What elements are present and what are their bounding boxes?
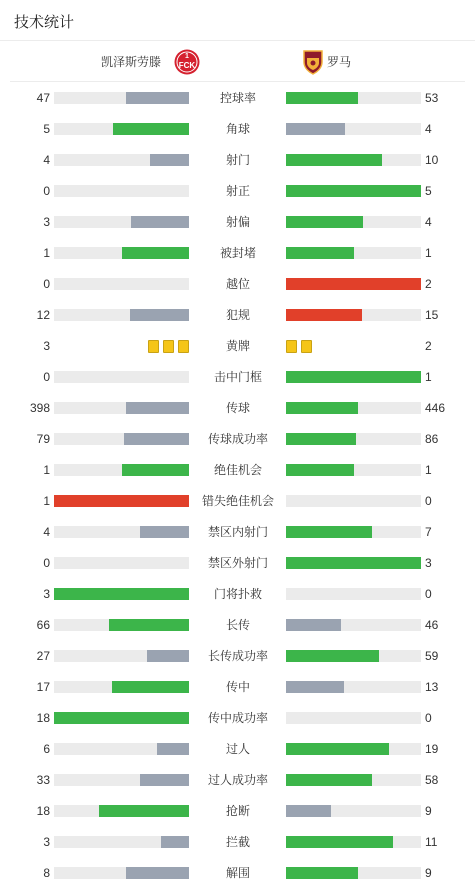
away-stat-bar — [286, 278, 421, 290]
stat-label: 过人 — [225, 742, 250, 756]
home-stat-bar-fill — [126, 867, 189, 879]
stat-label: 门将扑救 — [213, 587, 262, 601]
away-stat-value: 1 — [425, 370, 432, 384]
away-stat-bar-fill — [286, 464, 354, 476]
stat-label: 传球成功率 — [207, 432, 268, 446]
away-stat-bar — [286, 774, 421, 786]
away-stat-value: 15 — [425, 308, 439, 322]
away-stat-value: 4 — [425, 215, 432, 229]
away-yellow-cards — [286, 340, 312, 353]
stat-label: 射门 — [225, 153, 250, 167]
away-stat-value: 13 — [425, 680, 439, 694]
away-stat-value: 9 — [425, 804, 432, 818]
stat-row — [0, 393, 475, 424]
home-stat-value: 3 — [43, 587, 50, 601]
home-stat-value: 33 — [36, 773, 50, 787]
stat-label: 禁区外射门 — [207, 556, 268, 570]
home-stat-bar — [54, 836, 189, 848]
home-stat-value: 0 — [43, 556, 50, 570]
svg-text:1: 1 — [185, 53, 189, 60]
home-stat-bar-fill — [112, 681, 189, 693]
stat-label: 控球率 — [219, 91, 256, 105]
away-stat-value: 2 — [425, 277, 432, 291]
stat-label: 传中成功率 — [207, 711, 268, 725]
home-stat-bar — [54, 278, 189, 290]
away-stat-bar-fill — [286, 805, 331, 817]
away-stat-value: 1 — [425, 463, 432, 477]
away-stat-bar — [286, 619, 421, 631]
home-stat-value: 1 — [43, 246, 50, 260]
yellow-card-icon — [301, 340, 312, 353]
home-stat-bar-fill — [147, 650, 189, 662]
home-stat-bar — [54, 557, 189, 569]
home-stat-value: 17 — [36, 680, 50, 694]
away-stat-bar-fill — [286, 92, 358, 104]
away-stat-value: 446 — [425, 401, 446, 415]
home-stat-bar — [54, 619, 189, 631]
stat-row — [0, 300, 475, 331]
away-stat-bar-fill — [286, 216, 363, 228]
home-stat-bar-fill — [54, 712, 189, 724]
home-stat-value: 12 — [36, 308, 50, 322]
stat-row — [0, 176, 475, 207]
away-stat-bar-fill — [286, 247, 354, 259]
home-stat-value: 0 — [43, 277, 50, 291]
stat-row — [0, 114, 475, 145]
home-stat-value: 66 — [36, 618, 50, 632]
home-stat-value: 8 — [43, 866, 50, 880]
stat-label: 错失绝佳机会 — [201, 494, 274, 508]
home-stat-bar-fill — [124, 433, 189, 445]
away-stat-bar — [286, 867, 421, 879]
away-stat-value: 10 — [425, 153, 439, 167]
home-stat-bar — [54, 588, 189, 600]
home-stat-value: 18 — [36, 804, 50, 818]
yellow-card-icon — [148, 340, 159, 353]
home-stat-bar-fill — [150, 154, 189, 166]
stat-label: 绝佳机会 — [213, 463, 262, 477]
yellow-card-icon — [178, 340, 189, 353]
away-stat-bar-fill — [286, 557, 421, 569]
home-stat-bar — [54, 526, 189, 538]
away-stat-bar-fill — [286, 836, 393, 848]
home-stat-bar — [54, 867, 189, 879]
away-stat-bar-fill — [286, 650, 379, 662]
away-team-name[interactable]: 罗马 — [327, 55, 352, 69]
home-stat-value: 4 — [43, 525, 50, 539]
away-stat-bar — [286, 402, 421, 414]
home-stat-bar-fill — [130, 309, 189, 321]
away-stat-bar-fill — [286, 743, 389, 755]
roma-crest-icon[interactable] — [302, 49, 324, 75]
stat-row — [0, 734, 475, 765]
stat-label: 禁区内射门 — [207, 525, 268, 539]
home-stat-bar — [54, 309, 189, 321]
away-stat-bar — [286, 185, 421, 197]
stat-row — [0, 579, 475, 610]
away-stat-value: 46 — [425, 618, 439, 632]
away-stat-bar — [286, 588, 421, 600]
stat-label: 传中 — [225, 680, 250, 694]
away-stat-bar — [286, 743, 421, 755]
stat-label: 越位 — [225, 277, 250, 291]
stat-row — [0, 486, 475, 517]
home-stat-bar — [54, 123, 189, 135]
home-stat-bar-fill — [140, 774, 189, 786]
away-stat-bar — [286, 495, 421, 507]
stat-label: 角球 — [225, 122, 250, 136]
away-stat-value: 53 — [425, 91, 439, 105]
stat-row — [0, 827, 475, 858]
svg-text:FCK: FCK — [178, 61, 196, 70]
away-stat-value: 11 — [425, 835, 438, 849]
away-stat-bar-fill — [286, 123, 345, 135]
stat-label: 传球 — [225, 401, 250, 415]
away-stat-value: 58 — [425, 773, 439, 787]
home-stat-bar-fill — [109, 619, 189, 631]
stats-header — [0, 0, 475, 41]
away-stat-value: 0 — [425, 711, 432, 725]
home-stat-value: 79 — [36, 432, 50, 446]
home-stat-bar — [54, 464, 189, 476]
home-stat-bar — [54, 92, 189, 104]
stat-row — [0, 269, 475, 300]
away-stat-value: 4 — [425, 122, 432, 136]
home-stat-bar-fill — [126, 402, 189, 414]
home-team-name[interactable]: 凯泽斯劳滕 — [101, 55, 162, 69]
away-stat-value: 3 — [425, 556, 432, 570]
home-stat-bar — [54, 495, 189, 507]
away-stat-bar-fill — [286, 154, 382, 166]
stat-row — [0, 362, 475, 393]
away-stat-bar-fill — [286, 309, 362, 321]
stat-row — [0, 145, 475, 176]
home-stat-value: 27 — [36, 649, 50, 663]
away-stat-bar — [286, 805, 421, 817]
away-stat-bar-fill — [286, 278, 421, 290]
away-stat-value: 1 — [425, 246, 432, 260]
home-stat-value: 3 — [43, 835, 50, 849]
home-stat-bar-fill — [122, 247, 190, 259]
away-stat-value: 2 — [425, 339, 432, 353]
stat-row — [0, 424, 475, 455]
home-stat-value: 5 — [43, 122, 50, 136]
stat-row — [0, 517, 475, 548]
home-stat-bar-fill — [131, 216, 189, 228]
home-stat-bar-fill — [113, 123, 189, 135]
home-stat-bar-fill — [99, 805, 189, 817]
home-stat-bar — [54, 805, 189, 817]
home-stat-bar-fill — [161, 836, 189, 848]
teams-bar — [10, 41, 465, 82]
away-stat-value: 9 — [425, 866, 432, 880]
away-stat-bar-fill — [286, 526, 372, 538]
stat-row — [0, 610, 475, 641]
home-stat-bar — [54, 433, 189, 445]
stat-label: 击中门框 — [213, 370, 262, 384]
home-stat-value: 47 — [36, 91, 50, 105]
home-stat-bar — [54, 371, 189, 383]
home-stat-value: 18 — [36, 711, 50, 725]
away-stat-value: 5 — [425, 184, 432, 198]
home-stat-bar — [54, 774, 189, 786]
stat-label: 解围 — [225, 866, 250, 880]
home-stat-bar-fill — [126, 92, 189, 104]
away-stat-bar — [286, 650, 421, 662]
away-stat-bar-fill — [286, 371, 421, 383]
page-title: 技术统计 — [14, 14, 75, 31]
stat-label: 射偏 — [225, 215, 250, 229]
home-stat-value: 0 — [43, 370, 50, 384]
stat-label: 犯规 — [225, 308, 250, 322]
stat-row — [0, 672, 475, 703]
stat-label: 长传成功率 — [207, 649, 268, 663]
away-stat-value: 0 — [425, 587, 432, 601]
stat-row — [0, 331, 475, 362]
home-stat-bar — [54, 743, 189, 755]
stat-label: 射正 — [225, 184, 250, 198]
home-stat-value: 4 — [43, 153, 50, 167]
home-stat-value: 6 — [43, 742, 50, 756]
stat-label: 抢断 — [225, 804, 250, 818]
home-stat-value: 398 — [29, 401, 50, 415]
away-stat-bar — [286, 433, 421, 445]
home-stat-bar — [54, 154, 189, 166]
away-stat-bar-fill — [286, 774, 372, 786]
home-stat-bar-fill — [122, 464, 190, 476]
away-stat-bar — [286, 247, 421, 259]
away-stat-bar-fill — [286, 619, 341, 631]
away-stat-bar — [286, 712, 421, 724]
stat-label: 拦截 — [225, 835, 250, 849]
stat-label: 过人成功率 — [207, 773, 268, 787]
stat-row — [0, 765, 475, 796]
stat-label: 黄牌 — [225, 339, 250, 353]
away-stat-bar-fill — [286, 185, 421, 197]
away-stat-value: 19 — [425, 742, 439, 756]
away-stat-value: 59 — [425, 649, 439, 663]
stat-row — [0, 858, 475, 889]
away-stat-value: 0 — [425, 494, 432, 508]
away-stat-bar — [286, 526, 421, 538]
home-stat-bar — [54, 681, 189, 693]
stat-row — [0, 238, 475, 269]
away-stat-bar — [286, 557, 421, 569]
home-stat-value: 3 — [43, 215, 50, 229]
home-stat-value: 0 — [43, 184, 50, 198]
away-stat-bar — [286, 154, 421, 166]
home-stat-bar — [54, 650, 189, 662]
away-stat-bar — [286, 92, 421, 104]
home-stat-bar — [54, 712, 189, 724]
home-stat-bar — [54, 247, 189, 259]
stat-row — [0, 796, 475, 827]
home-stat-value: 3 — [43, 339, 50, 353]
stat-row — [0, 703, 475, 734]
home-stat-bar-fill — [157, 743, 189, 755]
away-stat-bar-fill — [286, 681, 344, 693]
stat-row — [0, 641, 475, 672]
yellow-card-icon — [163, 340, 174, 353]
home-stat-value: 1 — [43, 463, 50, 477]
stat-label: 长传 — [225, 618, 250, 632]
home-stat-bar-fill — [54, 588, 189, 600]
stat-row — [0, 83, 475, 114]
away-stat-bar — [286, 216, 421, 228]
home-stat-bar-fill — [54, 495, 189, 507]
stat-row — [0, 455, 475, 486]
home-stat-bar — [54, 216, 189, 228]
away-stat-bar — [286, 123, 421, 135]
away-stat-bar-fill — [286, 402, 358, 414]
away-stat-bar — [286, 309, 421, 321]
stat-row — [0, 548, 475, 579]
away-stat-bar — [286, 836, 421, 848]
away-stat-bar — [286, 464, 421, 476]
away-stat-value: 7 — [425, 525, 432, 539]
home-stat-value: 1 — [43, 494, 50, 508]
away-stat-bar — [286, 681, 421, 693]
home-stat-bar-fill — [140, 526, 189, 538]
fck-crest-icon[interactable] — [174, 49, 200, 75]
home-stat-bar — [54, 185, 189, 197]
away-stat-bar-fill — [286, 867, 358, 879]
away-stat-value: 86 — [425, 432, 439, 446]
away-stat-bar — [286, 371, 421, 383]
home-stat-bar — [54, 402, 189, 414]
yellow-card-icon — [286, 340, 297, 353]
stat-row — [0, 207, 475, 238]
away-stat-bar-fill — [286, 433, 356, 445]
stat-label: 被封堵 — [219, 246, 256, 260]
home-yellow-cards — [148, 340, 189, 353]
